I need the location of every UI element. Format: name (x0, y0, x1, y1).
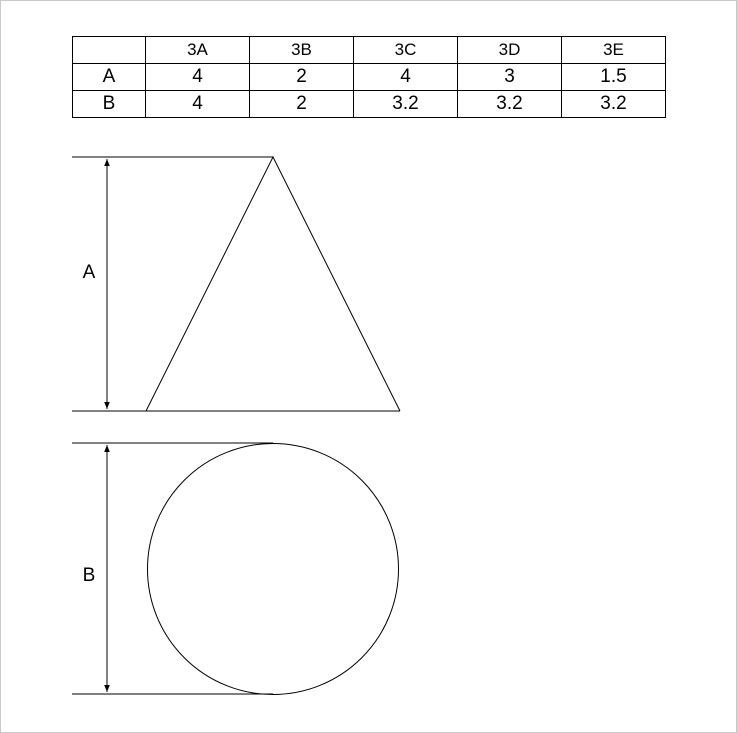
header-cell-3c: 3C (354, 37, 458, 64)
triangle-shape (146, 157, 400, 411)
header-cell-3b: 3B (250, 37, 354, 64)
cell-b-3c: 3.2 (354, 91, 458, 118)
cell-b-3e: 3.2 (562, 91, 666, 118)
row-label-b: B (73, 91, 146, 118)
cell-a-3d: 3 (458, 64, 562, 91)
row-label-a: A (73, 64, 146, 91)
cell-b-3a: 4 (146, 91, 250, 118)
circle-shape (148, 444, 399, 695)
cell-a-3a: 4 (146, 64, 250, 91)
cell-a-3c: 4 (354, 64, 458, 91)
cell-a-3b: 2 (250, 64, 354, 91)
circle-dimension-label: B (82, 565, 96, 586)
header-cell-3d: 3D (458, 37, 562, 64)
cell-a-3e: 1.5 (562, 64, 666, 91)
triangle-dimension-label: A (82, 262, 96, 283)
header-cell-3e: 3E (562, 37, 666, 64)
cell-b-3b: 2 (250, 91, 354, 118)
header-cell-3a: 3A (146, 37, 250, 64)
cell-b-3d: 3.2 (458, 91, 562, 118)
